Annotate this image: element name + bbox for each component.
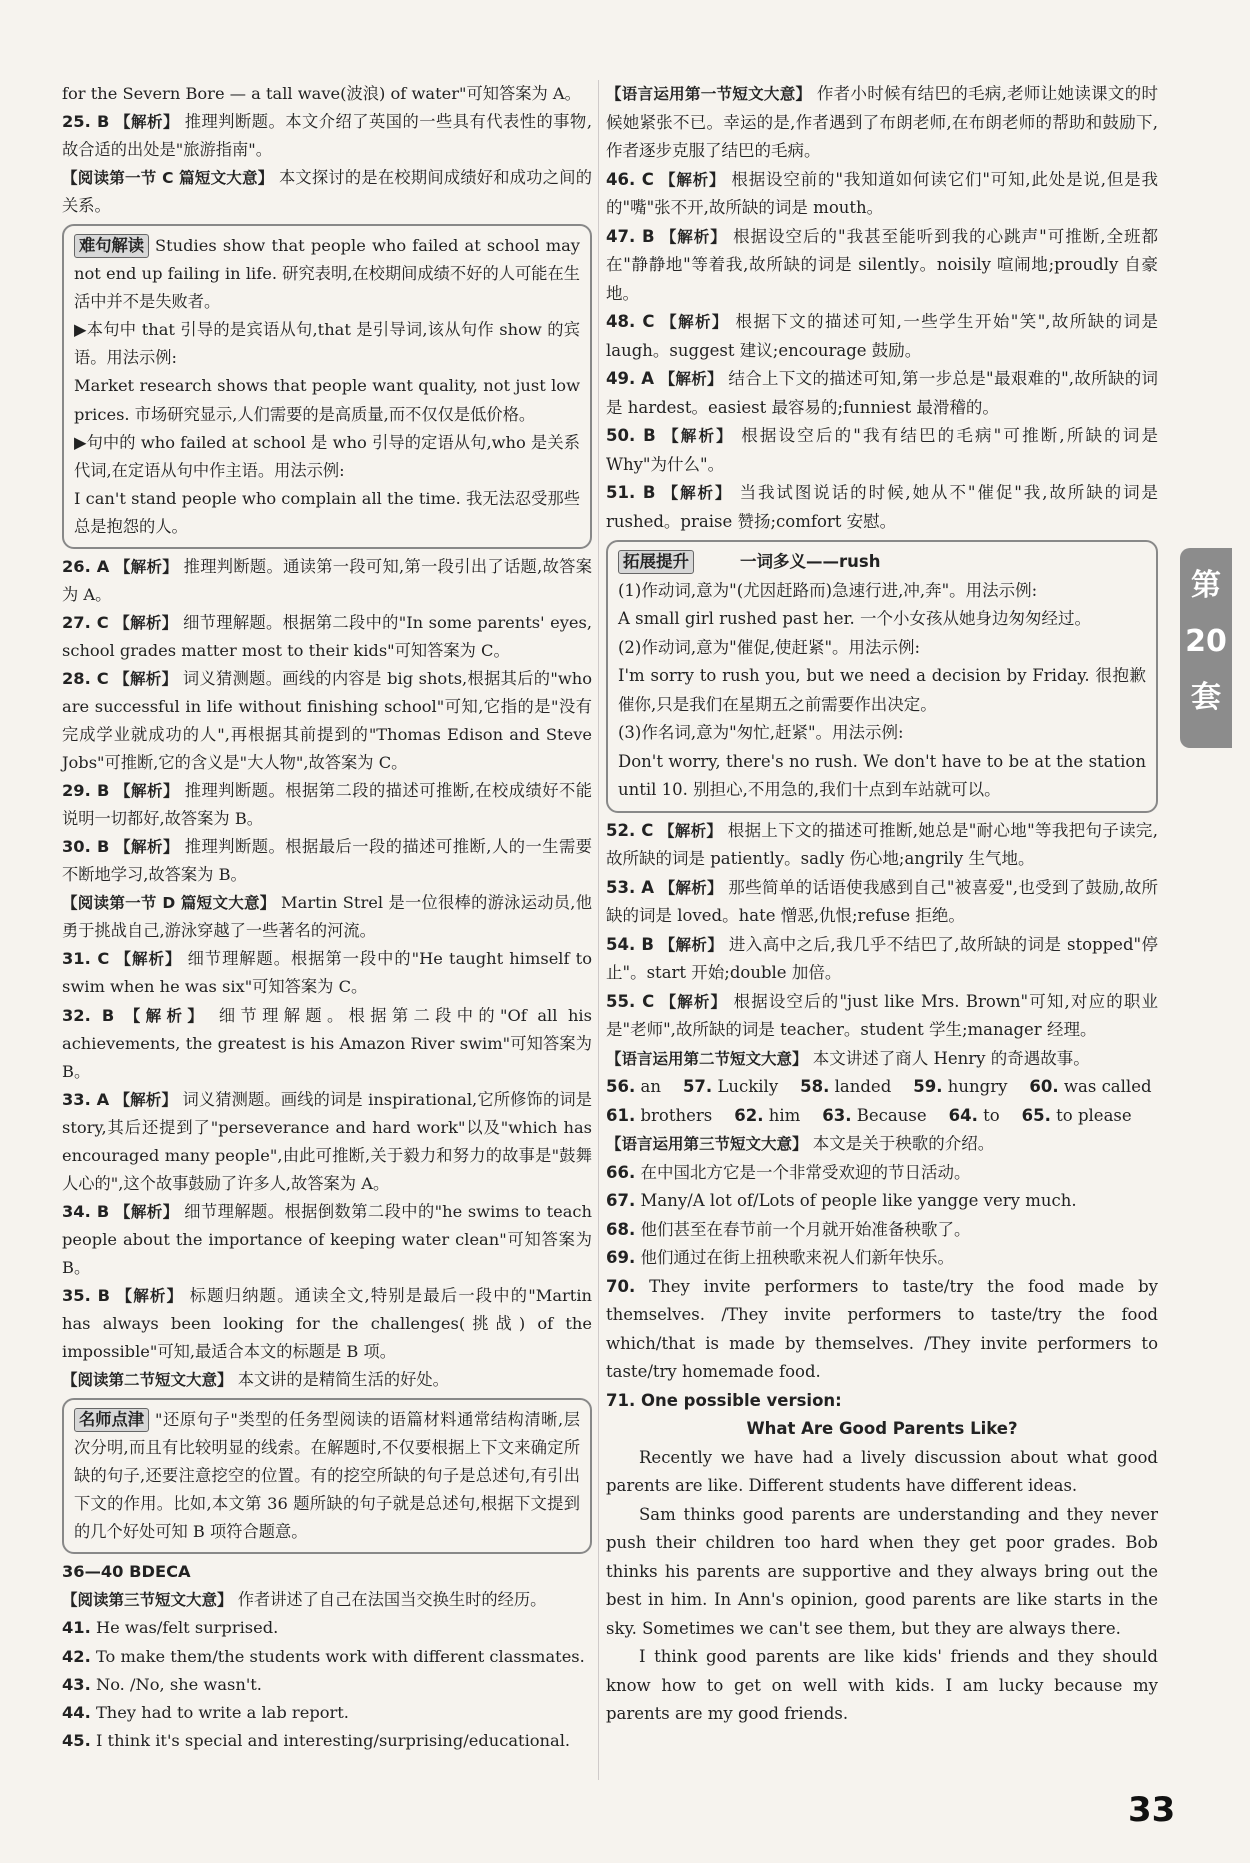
question-number: 50. B bbox=[606, 426, 656, 445]
question-number: 55. C bbox=[606, 991, 655, 1011]
right-column bbox=[606, 80, 1158, 1729]
answer-text: He was/felt surprised. bbox=[95, 1618, 279, 1638]
answer-item bbox=[62, 1643, 592, 1671]
passage-summary bbox=[62, 889, 592, 945]
analysis-text: 根据下文的描述可知,一些学生开始"笑",故所缺的词是 laugh。suggest 建议;encourage 鼓励。 bbox=[606, 312, 1158, 360]
answer-item bbox=[606, 1216, 1158, 1245]
question-number: 51. B bbox=[606, 483, 656, 502]
question-number: 34. B bbox=[62, 1201, 110, 1221]
question-number: 29. B bbox=[62, 781, 110, 801]
essay-paragraph: I think good parents are like kids' friends and they should know how to get on well with kids. I am lucky because my parents are my good friends. bbox=[606, 1647, 1158, 1723]
answer-item bbox=[62, 1282, 592, 1366]
answer-item bbox=[606, 422, 1158, 479]
note-line bbox=[618, 634, 1146, 663]
summary-text: 作者小时候有结巴的毛病,老师让她读课文的时候她紧张不已。幸运的是,作者遇到了布朗老师,在布朗老师的帮助和鼓励下,作者逐步克服了结巴的毛病。 bbox=[606, 84, 1158, 160]
answer-item bbox=[62, 945, 592, 1001]
question-number: 63. bbox=[822, 1105, 852, 1125]
answer-text: him bbox=[768, 1105, 801, 1125]
paragraph: for the Severn Bore — a tall wave(波浪) of water"可知答案为 A。 bbox=[62, 84, 581, 103]
answer-item bbox=[62, 777, 592, 833]
passage-summary bbox=[606, 1130, 1158, 1159]
section-tab bbox=[1180, 548, 1232, 748]
answer-text: To make them/the students work with different classmates. bbox=[95, 1646, 585, 1666]
analysis-tag: 【解析】 bbox=[115, 113, 180, 132]
answer-item bbox=[62, 1727, 592, 1755]
summary-title: 【阅读第三节短文大意】 bbox=[62, 1591, 233, 1610]
question-number: 57. bbox=[682, 1077, 713, 1096]
analysis-text: 细节理解题。根据第一段中的"He taught himself to swim when he was six"可知答案为 C。 bbox=[62, 949, 592, 997]
note-line bbox=[74, 485, 580, 541]
question-number: 62. bbox=[734, 1105, 764, 1125]
analysis-text: 结合上下文的描述可知,第一步总是"最艰难的",故所缺的词是 hardest。easiest 最容易的;funniest 最滑稽的。 bbox=[606, 369, 1159, 417]
question-number: 27. C bbox=[62, 612, 109, 632]
paragraph: 36—40 BDECA bbox=[62, 1562, 191, 1582]
answer-pair bbox=[949, 1102, 1000, 1131]
note-line-text: (3)作名词,意为"匆忙,赶紧"。用法示例: bbox=[618, 723, 904, 742]
answer-item bbox=[606, 365, 1158, 422]
answer-item bbox=[606, 223, 1158, 309]
passage-summary bbox=[62, 1586, 592, 1614]
question-number: 26. A bbox=[62, 556, 110, 576]
answer-text: landed bbox=[834, 1077, 892, 1096]
note-line bbox=[618, 662, 1146, 719]
analysis-tag: 【解析】 bbox=[114, 1090, 178, 1109]
question-number: 44. bbox=[62, 1702, 91, 1722]
question-number: 46. C bbox=[606, 169, 654, 189]
note-line bbox=[618, 748, 1146, 805]
analysis-text: 根据设空前的"我知道如何读它们"可知,此处是说,但是我的"嘴"张不开,故所缺的词是 mouth。 bbox=[606, 169, 1159, 217]
answer-text: brothers bbox=[640, 1105, 713, 1125]
note-box-subtitle: 一词多义——rush bbox=[740, 552, 881, 571]
answer-item bbox=[62, 609, 592, 665]
note-line bbox=[74, 316, 580, 372]
note-box bbox=[606, 540, 1158, 813]
section-tab-line: 20 bbox=[1185, 624, 1227, 659]
question-number: 31. C bbox=[62, 949, 110, 969]
analysis-text: 细节理解题。根据第二段中的"In some parents' eyes, school grades matter most to their kids"可知答案为 C。 bbox=[62, 612, 592, 660]
left-column bbox=[62, 80, 592, 1755]
answer-item bbox=[62, 665, 592, 777]
essay-title: What Are Good Parents Like? bbox=[746, 1419, 1018, 1438]
question-number: 33. A bbox=[62, 1089, 110, 1109]
question-number: 70. bbox=[606, 1276, 636, 1296]
summary-title: 【阅读第一节 C 篇短文大意】 bbox=[62, 169, 274, 188]
analysis-tag: 【解析】 bbox=[658, 821, 723, 840]
essay-paragraph: Sam thinks good parents are understanding and they never push their children too hard when they get poor grades. Bob thinks his parents are supportive and they always bring out the best in him. In Ann's opinion, good parents are like starts in the sky. Sometimes we can't see them, but they are always there. bbox=[606, 1504, 1158, 1638]
analysis-tag: 【解析】 bbox=[659, 935, 724, 954]
question-number: 48. C bbox=[606, 312, 655, 331]
analysis-tag: 【解析】 bbox=[115, 838, 180, 857]
analysis-tag: 【解析】 bbox=[663, 427, 734, 445]
analysis-text: 推理判断题。本文介绍了英国的一些具有代表性的事物,故合适的出处是"旅游指南"。 bbox=[62, 112, 592, 160]
summary-text: 本文讲述了商人 Henry 的奇遇故事。 bbox=[812, 1048, 1090, 1068]
question-number: 68. bbox=[606, 1219, 636, 1239]
question-number: 54. B bbox=[606, 934, 654, 954]
summary-text: 本文是关于秧歌的介绍。 bbox=[812, 1134, 995, 1153]
answer-text: They invite performers to taste/try the food made by themselves. /They invite performers to taste/try the food which/that is made by themselves. /They invite performers to taste/try homemade food. bbox=[606, 1276, 1158, 1381]
question-number: 69. bbox=[606, 1248, 636, 1267]
summary-text: 本文探讨的是在校期间成绩好和成功之间的关系。 bbox=[62, 168, 592, 216]
note-line bbox=[618, 719, 1146, 748]
note-line-text: (2)作动词,意为"催促,使赶紧"。用法示例: bbox=[618, 637, 921, 657]
analysis-text: 细节理解题。根据第二段中的"Of all his achievements, the greatest is his Amazon River swim"可知答案为 B。 bbox=[62, 1005, 592, 1081]
note-line bbox=[618, 577, 1146, 606]
analysis-text: 词义猜测题。画线的词是 inspirational,它所修饰的词是 story,其后还提到了"perseverance and hard work"以及"which has encouraged many people",由此可推断,关于毅力和努力的故事是"鼓舞人心的",这个故事鼓励了许多人,故答案为 A。 bbox=[62, 1089, 593, 1193]
question-number: 65. bbox=[1021, 1105, 1051, 1125]
answer-text: was called bbox=[1063, 1077, 1152, 1096]
analysis-tag: 【解析】 bbox=[662, 484, 733, 502]
answer-pair bbox=[734, 1102, 800, 1131]
answer-pair bbox=[1022, 1102, 1132, 1131]
analysis-text: 那些简单的话语使我感到自己"被喜爱",也受到了鼓励,故所缺的词是 loved。hate 憎恶,仇恨;refuse 拒绝。 bbox=[606, 877, 1159, 925]
answer-text: hungry bbox=[947, 1077, 1008, 1096]
analysis-text: 推理判断题。通读第一段可知,第一段引出了话题,故答案为 A。 bbox=[62, 556, 592, 604]
question-number: 53. A bbox=[606, 877, 655, 897]
answer-item bbox=[606, 479, 1158, 536]
analysis-text: 词义猜测题。画线的内容是 big shots,根据其后的"who are successful in life without finishing school"可知,它指的是"没有完成学业就成功的人",再根据其前提到的"Thomas Edison and Steve Jobs"可推断,它的含义是"大人物",故答案为 C。 bbox=[62, 668, 592, 773]
answer-pair bbox=[913, 1073, 1007, 1102]
answer-item bbox=[606, 874, 1158, 931]
answer-item bbox=[606, 1159, 1158, 1188]
question-number: 41. bbox=[62, 1618, 91, 1638]
answer-row bbox=[606, 1102, 1158, 1131]
analysis-tag: 【解析】 bbox=[660, 227, 727, 246]
paragraph: 71. One possible version: bbox=[606, 1390, 842, 1410]
analysis-tag: 【解析】 bbox=[661, 313, 729, 331]
passage-summary bbox=[62, 1366, 592, 1394]
answer-text: an bbox=[640, 1077, 661, 1096]
note-line bbox=[74, 429, 580, 485]
answer-item bbox=[62, 553, 592, 609]
answer-item bbox=[606, 1273, 1158, 1387]
note-line bbox=[74, 372, 580, 428]
analysis-text: 根据设空后的"just like Mrs. Brown"可知,对应的职业是"老师",故所缺的词是 teacher。student 学生;manager 经理。 bbox=[606, 991, 1158, 1039]
analysis-tag: 【解析】 bbox=[114, 669, 178, 688]
question-number: 47. B bbox=[606, 226, 655, 246]
note-box bbox=[62, 224, 592, 549]
note-box-title: 名师点津 bbox=[74, 1408, 149, 1432]
note-line bbox=[74, 232, 580, 316]
page-number: 33 bbox=[1128, 1790, 1176, 1830]
note-line-text: "还原句子"类型的任务型阅读的语篇材料通常结构清晰,层次分明,而且有比较明显的线索。在解题时,不仅要根据上下文来确定所缺的句子,还要注意挖空的位置。有的挖空所缺的句子是总述句,有引出下文的作用。比如,本文第 36 题所缺的句子就是总述句,根据下文提到的几个好处可知 B 项符合题意。 bbox=[74, 1410, 580, 1542]
note-line-text: (1)作动词,意为"(尤因赶路而)急速行进,冲,奔"。用法示例: bbox=[618, 580, 1038, 600]
section-tab-line: 第 bbox=[1191, 568, 1221, 603]
column-divider bbox=[598, 80, 599, 1780]
answer-item bbox=[606, 988, 1158, 1045]
answer-text: Because bbox=[856, 1105, 927, 1125]
summary-title: 【阅读第一节 D 篇短文大意】 bbox=[62, 894, 276, 913]
answer-text: 在中国北方它是一个非常受欢迎的节日活动。 bbox=[640, 1162, 971, 1182]
note-line-text: I'm sorry to rush you, but we need a decision by Friday. 很抱歉催你,只是我们在星期五之前需要作出决定。 bbox=[618, 666, 1146, 714]
analysis-tag: 【解析】 bbox=[114, 613, 178, 632]
note-box bbox=[62, 1398, 592, 1554]
answer-text: 他们通过在街上扭秧歌来祝人们新年快乐。 bbox=[640, 1248, 954, 1267]
answer-text: Many/A lot of/Lots of people like yangge very much. bbox=[640, 1191, 1077, 1210]
summary-title: 【语言运用第二节短文大意】 bbox=[606, 1049, 808, 1068]
essay-paragraph: Recently we have had a lively discussion about what good parents are like. Different students have different ideas. bbox=[606, 1447, 1158, 1495]
analysis-tag: 【解析】 bbox=[115, 782, 180, 801]
answer-text: to please bbox=[1056, 1105, 1132, 1125]
summary-text: 作者讲述了自己在法国当交换生时的经历。 bbox=[237, 1590, 547, 1610]
question-number: 61. bbox=[606, 1105, 636, 1125]
analysis-tag: 【解析】 bbox=[660, 170, 726, 189]
note-line-text: ▶本句中 that 引导的是宾语从句,that 是引导词,该从句作 show 的宾语。用法示例: bbox=[74, 320, 580, 368]
answer-pair bbox=[800, 1073, 891, 1102]
question-number: 64. bbox=[948, 1105, 978, 1125]
summary-text: 本文讲的是精简生活的好处。 bbox=[237, 1370, 449, 1390]
answer-text: They had to write a lab report. bbox=[95, 1702, 349, 1722]
analysis-tag: 【解析】 bbox=[114, 557, 179, 576]
question-number: 42. bbox=[62, 1646, 91, 1666]
analysis-tag: 【解析】 bbox=[114, 1202, 179, 1221]
question-number: 32. B bbox=[62, 1005, 115, 1025]
summary-text: Martin Strel 是一位很棒的游泳运动员,他勇于挑战自己,游泳穿越了一些著名的河流。 bbox=[62, 893, 592, 941]
question-number: 66. bbox=[606, 1162, 636, 1182]
note-box-header bbox=[618, 548, 1146, 577]
analysis-text: 根据设空后的"我甚至能听到我的心跳声"可推断,全班都在"静静地"等着我,故所缺的词是 silently。noisily 喧闹地;proudly 自豪地。 bbox=[606, 226, 1158, 303]
question-number: 52. C bbox=[606, 820, 654, 840]
analysis-tag: 【解析】 bbox=[659, 370, 723, 388]
answer-item bbox=[62, 1671, 592, 1699]
analysis-text: 推理判断题。根据第二段的描述可推断,在校成绩好不能说明一切都好,故答案为 B。 bbox=[62, 781, 592, 829]
answer-item bbox=[62, 108, 592, 164]
answer-item bbox=[606, 817, 1158, 874]
answer-item bbox=[606, 931, 1158, 988]
analysis-text: 进入高中之后,我几乎不结巴了,故所缺的词是 stopped"停止"。start 开始;double 加倍。 bbox=[606, 934, 1158, 982]
passage-summary bbox=[606, 80, 1158, 166]
analysis-text: 标题归纳题。通读全文,特别是最后一段中的"Martin has always been looking for the challenges(挑战) of the impossible"可知,最适合本文的标题是 B 项。 bbox=[62, 1285, 592, 1362]
note-line-text: A small girl rushed past her. 一个小女孩从她身边匆匆经过。 bbox=[618, 609, 1092, 628]
summary-title: 【阅读第二节短文大意】 bbox=[62, 1371, 233, 1390]
question-number: 58. bbox=[800, 1077, 830, 1096]
answer-item bbox=[606, 1187, 1158, 1216]
answer-item bbox=[62, 1699, 592, 1727]
answer-item bbox=[62, 1002, 592, 1086]
analysis-text: 细节理解题。根据倒数第二段中的"he swims to teach people about the importance of keeping water clean"可知答案为 B。 bbox=[62, 1201, 592, 1277]
analysis-text: 根据上下文的描述可推断,她总是"耐心地"等我把句子读完,故所缺的词是 patiently。sadly 伤心地;angrily 生气地。 bbox=[606, 820, 1158, 868]
question-number: 35. B bbox=[62, 1285, 111, 1305]
answer-item bbox=[62, 1086, 592, 1198]
note-line-text: Studies show that people who failed at school may not end up failing in life. 研究表明,在校期间成绩不好的人可能在生活中并不是失败者。 bbox=[74, 236, 580, 312]
question-number: 28. C bbox=[62, 668, 109, 688]
answer-text: I think it's special and interesting/surprising/educational. bbox=[95, 1730, 571, 1750]
analysis-tag: 【解析】 bbox=[115, 950, 182, 969]
analysis-text: 当我试图说话的时候,她从不"催促"我,故所缺的词是 rushed。praise 赞扬;comfort 安慰。 bbox=[606, 483, 1159, 531]
answer-text: 他们甚至在春节前一个月就开始准备秧歌了。 bbox=[640, 1219, 971, 1239]
note-line-text: Market research shows that people want quality, not just low prices. 市场研究显示,人们需要的是高质量,而不仅仅是低价格。 bbox=[74, 376, 580, 424]
answer-item bbox=[606, 308, 1158, 365]
answer-pair bbox=[1029, 1073, 1151, 1102]
analysis-tag: 【解析】 bbox=[124, 1006, 209, 1025]
answer-item bbox=[606, 166, 1158, 223]
analysis-text: 推理判断题。根据最后一段的描述可推断,人的一生需要不断地学习,故答案为 B。 bbox=[62, 837, 592, 885]
note-line-text: Don't worry, there's no rush. We don't have to be at the station until 10. 别担心,不用急的,我们十点到车站就可以。 bbox=[618, 751, 1146, 799]
answer-text: to bbox=[983, 1105, 1000, 1125]
summary-title: 【语言运用第一节短文大意】 bbox=[606, 85, 812, 103]
note-line-text: ▶句中的 who failed at school 是 who 引导的定语从句,who 是关系代词,在定语从句中作主语。用法示例: bbox=[74, 432, 580, 480]
answer-pair bbox=[683, 1073, 778, 1102]
answer-item bbox=[62, 1614, 592, 1642]
analysis-text: 根据设空后的"我有结巴的毛病"可推断,所缺的词是 Why"为什么"。 bbox=[606, 426, 1158, 474]
question-number: 60. bbox=[1029, 1077, 1059, 1096]
answer-text: Luckily bbox=[717, 1077, 779, 1096]
answer-row bbox=[606, 1073, 1158, 1102]
question-number: 25. B bbox=[62, 112, 110, 132]
section-tab-line: 套 bbox=[1191, 680, 1221, 715]
note-box-title: 拓展提升 bbox=[618, 550, 694, 574]
note-box-title: 难句解读 bbox=[74, 234, 149, 258]
answer-pair bbox=[606, 1102, 712, 1131]
answer-item bbox=[62, 833, 592, 889]
analysis-tag: 【解析】 bbox=[116, 1286, 184, 1305]
passage-summary bbox=[62, 164, 592, 220]
question-number: 67. bbox=[606, 1191, 636, 1210]
note-line bbox=[618, 605, 1146, 634]
question-number: 45. bbox=[62, 1730, 91, 1750]
passage-summary bbox=[606, 1045, 1158, 1074]
question-number: 56. bbox=[606, 1077, 636, 1096]
question-number: 43. bbox=[62, 1674, 91, 1694]
summary-title: 【语言运用第三节短文大意】 bbox=[606, 1135, 808, 1153]
analysis-tag: 【解析】 bbox=[659, 878, 723, 897]
answer-pair bbox=[822, 1102, 926, 1131]
analysis-tag: 【解析】 bbox=[660, 992, 728, 1011]
note-line-text: I can't stand people who complain all the time. 我无法忍受那些总是抱怨的人。 bbox=[74, 488, 580, 536]
answer-text: No. /No, she wasn't. bbox=[95, 1674, 262, 1694]
question-number: 59. bbox=[913, 1077, 943, 1096]
question-number: 49. A bbox=[606, 369, 655, 388]
note-line bbox=[74, 1406, 580, 1546]
question-number: 30. B bbox=[62, 837, 110, 857]
answer-item bbox=[606, 1244, 1158, 1273]
answer-pair bbox=[606, 1073, 661, 1102]
answer-item bbox=[62, 1198, 592, 1282]
